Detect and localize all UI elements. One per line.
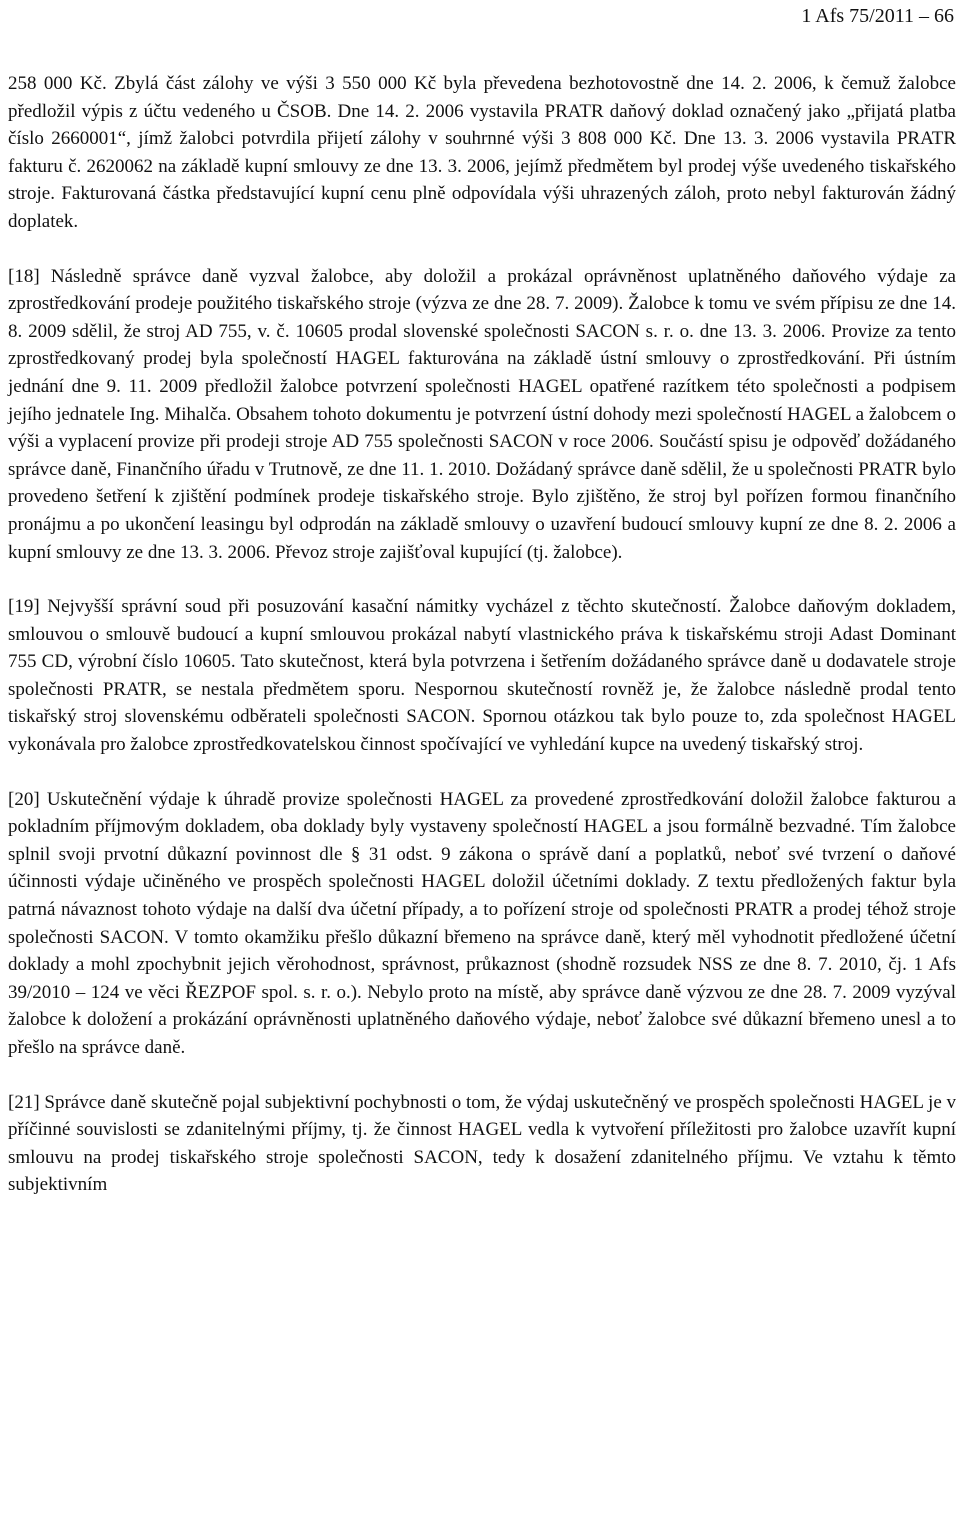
paragraph-20: [20] Uskutečnění výdaje k úhradě provize společnosti HAGEL za provedené zprostředkování doložil žalobce fakturou a pokladním příjmovým dokladem, oba doklady byly vystaveny společností HAGEL a jsou formálně bezvadné. Tím žalobce splnil svoji prvotní důkazní povinnost dle § 31 odst. 9 zákona o správě daní a poplatků, neboť své tvrzení o daňové účinnosti výdaje učiněného ve prospěch společnosti HAGEL doložil účetními doklady. Z textu předložených faktur byla patrná návaznost tohoto výdaje na další dva účetní případy, a to pořízení stroje od společnosti PRATR a prodej téhož stroje společnosti SACON. V tomto okamžiku přešlo důkazní břemeno na správce daně, který měl vyhodnotit předložené účetní doklady a mohl zpochybnit jejich věrohodnost, správnost, průkaznost (shodně rozsudek NSS ze dne 8. 7. 2010, čj. 1 Afs 39/2010 – 124 ve věci ŘEZPOF spol. s. r. o.). Nebylo proto na místě, aby správce daně výzvou ze dne 28. 7. 2009 vyzýval žalobce k doložení a prokázání oprávněnosti uplatněného daňového výdaje, neboť žalobce své důkazní břemeno unesl a to přešlo na správce daně. [8,788,956,1058]
page-header-label: 1 Afs 75/2011 – 66 [801,5,954,27]
document-body [8,70,956,1199]
paragraph-18: [18] Následně správce daně vyzval žalobce, aby doložil a prokázal oprávněnost uplatněného daňového výdaje za zprostředkování prodeje použitého tiskařského stroje (výzva ze dne 28. 7. 2009). Žalobce k tomu ve svém přípisu ze dne 14. 8. 2009 sdělil, že stroj AD 755, v. č. 10605 prodal slovenské společnosti SACON s. r. o. dne 13. 3. 2006. Provize za tento zprostředkovaný prodej byla společností HAGEL fakturována na základě ústní smlouvy o zprostředkování. Při ústním jednání dne 9. 11. 2009 předložil žalobce potvrzení společnosti HAGEL opatřené razítkem této společnosti a podpisem jejího jednatele Ing. Mihalča. Obsahem tohoto dokumentu je potvrzení ústní dohody mezi společností HAGEL a žalobcem o výši a vyplacení provize při prodeji stroje AD 755 společnosti SACON v roce 2006. Součástí spisu je odpověď dožádaného správce daně, Finančního úřadu v Trutnově, ze dne 11. 1. 2010. Dožádaný správce daně sdělil, že u společnosti PRATR bylo provedeno šetření k zjištění podmínek prodeje tiskařského stroje. Bylo zjištěno, že stroj byl pořízen formou finančního pronájmu a po ukončení leasingu byl odprodán na základě smlouvy o uzavření budoucí smlouvy kupní ze dne 8. 2. 2006 a kupní smlouvy ze dne 13. 3. 2006. Převoz stroje zajišťoval kupující (tj. žalobce). [8,265,956,563]
paragraph-21: [21] Správce daně skutečně pojal subjektivní pochybnosti o tom, že výdaj uskutečněný ve prospěch společnosti HAGEL je v příčinné souvislosti se zdanitelnými příjmy, tj. že činnost HAGEL vedla k vytvoření příležitosti pro žalobce uzavřít kupní smlouvu na prodej tiskařského stroje společnosti SACON, tedy k dosažení zdanitelného příjmu. Ve vztahu k těmto subjektivním [8,1091,957,1196]
paragraph-continuation: 258 000 Kč. Zbylá část zálohy ve výši 3 550 000 Kč byla převedena bezhotovostně dne 14. 2. 2006, k čemuž žalobce předložil výpis z účtu vedeného u ČSOB. Dne 14. 2. 2006 vystavila PRATR daňový doklad označený jako „přijatá platba číslo 2660001“, jímž žalobci potvrdila přijetí zálohy v souhrnné výši 3 808 000 Kč. Dne 13. 3. 2006 vystavila PRATR fakturu č. 2620062 na základě kupní smlouvy ze dne 13. 3. 2006, jejímž předmětem byl prodej výše uvedeného tiskařského stroje. Fakturovaná částka představující kupní cenu plně odpovídala výši uhrazených záloh, proto nebyl fakturován žádný doplatek. [8,73,956,232]
paragraph-19: [19] Nejvyšší správní soud při posuzování kasační námitky vycházel z těchto skutečností. Žalobce daňovým dokladem, smlouvou o smlouvě budoucí a kupní smlouvou prokázal nabytí vlastnického práva k tiskařskému stroji Adast Dominant 755 CD, výrobní číslo 10605. Tato skutečnost, která byla potvrzena i šetřením dožádaného správce daně u dodavatele stroje společnosti PRATR, se nestala předmětem sporu. Nespornou skutečností rovněž je, že žalobce následně prodal tento tiskařský stroj slovenskému odběrateli společnosti SACON. Spornou otázkou tak bylo pouze to, zda společnost HAGEL vykonávala pro žalobce zprostředkovatelskou činnost spočívající ve vyhledání kupce na uvedený tiskařský stroj. [8,596,956,756]
